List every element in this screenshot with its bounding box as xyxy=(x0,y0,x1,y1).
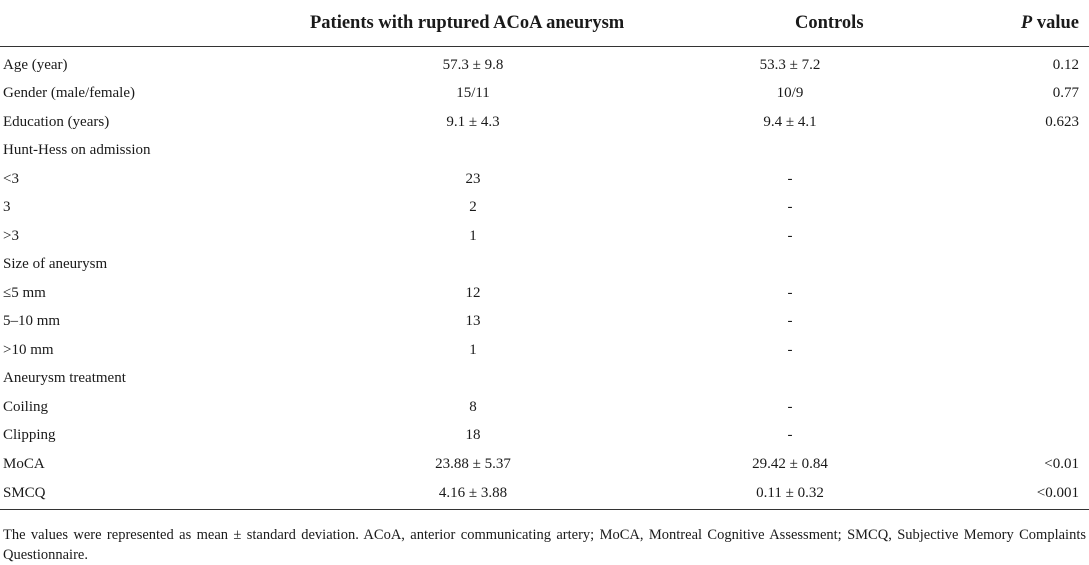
p-value xyxy=(965,308,1089,337)
patients-cell xyxy=(356,479,615,510)
table-row xyxy=(0,308,1089,337)
p-value xyxy=(965,279,1089,308)
table-row xyxy=(0,47,1089,80)
p-value: 0.77 xyxy=(1052,85,1079,102)
row-label: Gender (male/female) xyxy=(3,85,136,102)
table-row xyxy=(0,251,1089,280)
row-label: ≤5 mm xyxy=(3,284,46,301)
patients-value: 13 xyxy=(465,313,481,330)
table-row xyxy=(0,450,1089,479)
p-value xyxy=(965,194,1089,223)
controls-value: - xyxy=(787,398,793,415)
controls-value: - xyxy=(787,284,793,301)
row-label: SMCQ xyxy=(0,479,356,510)
row-label: Hunt-Hess on admission xyxy=(3,142,151,159)
p-value: <0.001 xyxy=(965,479,1089,510)
p-value xyxy=(965,165,1089,194)
patients-value: 23.88 ± 5.37 xyxy=(435,455,511,472)
controls-value xyxy=(615,251,965,280)
patients-cell xyxy=(356,194,615,223)
table-row xyxy=(0,336,1089,365)
patients-value: 12 xyxy=(465,284,481,301)
controls-value: 10/9 xyxy=(776,85,804,102)
controls-value: - xyxy=(787,199,793,216)
patients-cell xyxy=(356,308,615,337)
patients-cell xyxy=(356,108,615,137)
p-value: 0.623 xyxy=(1045,113,1079,130)
controls-value: 0.11 ± 0.32 xyxy=(615,479,965,510)
row-label: Coiling xyxy=(3,398,49,415)
controls-value: - xyxy=(787,341,793,358)
header-controls: Controls xyxy=(615,0,965,47)
p-value xyxy=(965,365,1089,394)
table-row xyxy=(0,393,1089,422)
p-value xyxy=(965,251,1089,280)
patients-cell xyxy=(356,450,615,479)
table-row xyxy=(0,108,1089,137)
row-label: Size of aneurysm xyxy=(3,256,108,273)
table-row xyxy=(0,365,1089,394)
controls-value: 29.42 ± 0.84 xyxy=(752,455,828,472)
p-value: <0.01 xyxy=(1044,455,1079,472)
patients-cell xyxy=(356,336,615,365)
row-label: <3 xyxy=(3,170,19,187)
table-row xyxy=(0,194,1089,223)
patients-value: 15/11 xyxy=(456,85,490,102)
table-row xyxy=(0,137,1089,166)
header-p-value xyxy=(965,0,1089,47)
row-label: >10 mm xyxy=(3,341,54,358)
row-label: MoCA xyxy=(3,455,45,472)
patients-value: 2 xyxy=(469,199,477,216)
patients-value: 4.16 ± 3.88 xyxy=(438,485,508,501)
patients-cell xyxy=(356,80,615,109)
table-row xyxy=(0,479,1089,510)
row-label: Age (year) xyxy=(3,56,68,73)
table-row xyxy=(0,165,1089,194)
controls-value: - xyxy=(787,170,793,187)
row-label: >3 xyxy=(3,227,19,244)
header-p-italic: P xyxy=(1020,12,1033,33)
controls-value xyxy=(615,365,965,394)
header-p-rest: value xyxy=(1032,12,1079,33)
patients-cell xyxy=(356,47,615,80)
controls-value: - xyxy=(787,313,793,330)
patients-cell xyxy=(356,137,615,166)
patients-cell xyxy=(356,251,615,280)
table-row xyxy=(0,222,1089,251)
p-value: 0.12 xyxy=(1052,56,1079,73)
table-row xyxy=(0,279,1089,308)
controls-value: - xyxy=(787,227,793,244)
patients-value: 18 xyxy=(465,427,481,444)
patients-value: 9.1 ± 4.3 xyxy=(446,113,500,130)
patients-cell xyxy=(356,365,615,394)
controls-value: 53.3 ± 7.2 xyxy=(759,56,821,73)
patients-value: 1 xyxy=(469,341,477,358)
patients-value: 23 xyxy=(465,170,481,187)
patients-value: 57.3 ± 9.8 xyxy=(442,56,504,73)
p-value xyxy=(965,222,1089,251)
p-value xyxy=(965,422,1089,451)
p-value xyxy=(965,393,1089,422)
patients-cell xyxy=(356,222,615,251)
table-row xyxy=(0,422,1089,451)
controls-value: 9.4 ± 4.1 xyxy=(763,113,817,130)
controls-value: - xyxy=(787,427,793,444)
table-row xyxy=(0,80,1089,109)
patients-value: 1 xyxy=(469,227,477,244)
patients-cell xyxy=(356,422,615,451)
row-label: Education (years) xyxy=(3,113,110,130)
table-footnote: The values were represented as mean ± standard deviation. ACoA, anterior communicating artery; MoCA, Montreal Cognitive Assessment; SMCQ, Subjective Memory Complaints Questionnaire. xyxy=(3,527,1086,563)
patients-cell xyxy=(356,393,615,422)
p-value xyxy=(965,336,1089,365)
header-patients: Patients with ruptured ACoA aneurysm xyxy=(0,0,615,47)
row-label: 3 xyxy=(3,199,11,216)
patients-cell xyxy=(356,279,615,308)
controls-value xyxy=(615,137,965,166)
row-label: Aneurysm treatment xyxy=(3,370,126,387)
row-label: 5–10 mm xyxy=(3,313,61,330)
row-label: Clipping xyxy=(3,427,56,444)
header-row xyxy=(0,0,1089,47)
patients-cell xyxy=(356,165,615,194)
patients-value: 8 xyxy=(469,398,477,415)
p-value xyxy=(965,137,1089,166)
